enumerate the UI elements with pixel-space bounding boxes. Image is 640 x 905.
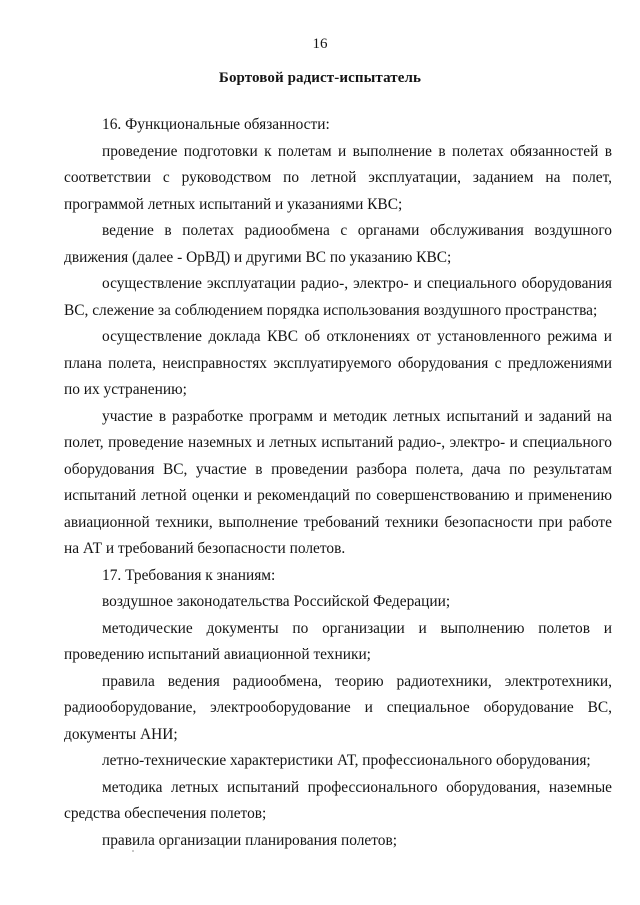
page-title: Бортовой радист-испытатель xyxy=(218,70,422,86)
knowledge-item: летно-технические характеристики АТ, профессионального оборудования; xyxy=(102,752,591,769)
knowledge-item: методические документы по организации и выполнению полетов и проведению испытаний авиационной техники; xyxy=(64,619,612,663)
duty-item: осуществление эксплуатации радио-, электро- и специального оборудования ВС, слежение за соблюдением порядка использования воздушного пространства; xyxy=(64,275,612,319)
knowledge-item: правила ведения радиообмена, теорию радиотехники, электротехники, радиооборудование, электрооборудование и специальное оборудование ВС, документы АНИ; xyxy=(64,672,612,743)
duty-item: участие в разработке программ и методик летных испытаний и заданий на полет, проведение наземных и летных испытаний радио-, электро- и специального оборудования ВС, участие в проведении разбора полета, дача по результатам испытаний летной оценки и рекомендаций по совершенствованию и применению авиационной техники, выполнение требований техники безопасности при работе на АТ и требований безопасности полетов. xyxy=(64,407,612,557)
knowledge-item: методика летных испытаний профессионального оборудования, наземные средства обеспечения полетов; xyxy=(64,778,612,822)
duty-item: проведение подготовки к полетам и выполнение в полетах обязанностей в соответствии с руководством по летной эксплуатации, заданием на полет, программой летных испытаний и указаниями КВС; xyxy=(64,142,612,213)
page-number: 16 xyxy=(312,36,328,52)
scan-speck xyxy=(132,850,134,852)
knowledge-item: воздушное законодательства Российской Федерации; xyxy=(102,593,451,610)
duty-item: ведение в полетах радиообмена с органами обслуживания воздушного движения (далее - ОрВД) и другими ВС по указанию КВС; xyxy=(64,222,612,266)
section-17-heading: 17. Требования к знаниям: xyxy=(102,566,276,584)
knowledge-item: правила организации планирования полетов; xyxy=(102,831,398,849)
duty-item: осуществление доклада КВС об отклонениях от установленного режима и плана полета, неисправностях эксплуатируемого оборудования с предложениями по их устранению; xyxy=(64,328,612,398)
section-16-heading: 16. Функциональные обязанности: xyxy=(102,116,330,133)
document-body xyxy=(64,112,612,854)
